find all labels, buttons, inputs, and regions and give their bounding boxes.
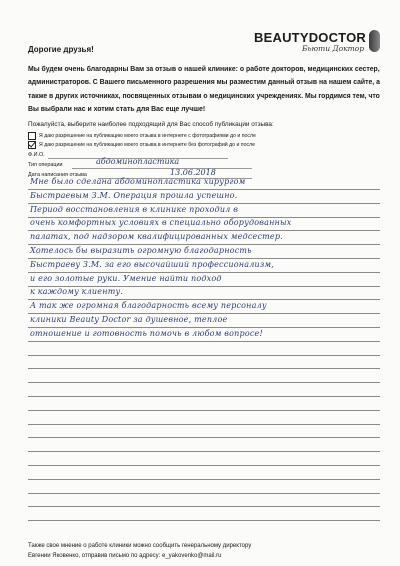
checkbox-without-photos[interactable]	[28, 141, 36, 149]
intro-line: Вы выбрали нас и хотим стать для Вас еще лучше!	[28, 106, 206, 114]
review-line: Хотелось бы выразить огромную благодарность	[30, 246, 252, 255]
consent-option-label: Я даю разрешение на публикацию моего отзыва в интернете с фотографиями до и после	[39, 133, 256, 139]
date-field-value[interactable]: 13.06.2018	[170, 168, 216, 177]
consent-title: Пожалуйста, выберите наиболее подходящий для Вас способ публикации отзыва:	[28, 121, 274, 128]
review-line: очень комфортных условиях в специально оборудованных	[30, 218, 292, 228]
consent-option-without-photos[interactable]	[28, 141, 255, 149]
logo-brand: BEAUTYDOCTOR	[254, 30, 366, 45]
consent-option-label: Я даю разрешение на публикацию моего отзыва в интернете без фотографий до и после	[39, 142, 256, 148]
ruled-line	[28, 341, 380, 342]
review-line: Период восстановления в клинике проходил в	[30, 204, 239, 214]
review-line: отношение и готовность помочь в любом вопросе!	[30, 328, 263, 338]
logo-subtitle: Бьюти Доктор	[301, 44, 364, 53]
ruled-line	[28, 479, 380, 480]
beautydoctor-logo	[254, 30, 380, 56]
review-line: Быстраеву З.М. за его высочайший профессионализм,	[30, 259, 274, 269]
ruled-line	[28, 424, 380, 425]
ruled-line	[28, 465, 380, 466]
operation-field-line	[72, 168, 252, 169]
name-field-label: Ф.И.О.	[28, 152, 45, 158]
greeting-heading: Дорогие друзья!	[28, 45, 94, 54]
ruled-line	[28, 506, 380, 507]
ruled-line	[28, 437, 380, 438]
ruled-line	[28, 451, 380, 452]
intro-line: также в других источниках, посвященных отзывам о медицинских учреждениях. Мы гордимся тем, что	[28, 92, 380, 100]
consent-option-with-photos[interactable]	[28, 132, 256, 140]
review-line: и его золотые руки. Умение найти подход	[30, 273, 222, 283]
ruled-line	[28, 396, 380, 397]
ruled-line	[28, 382, 380, 383]
footer-director-note: Также свое мнение о работе клиники можно сообщить генеральному директору	[28, 543, 252, 549]
operation-field-value[interactable]: абдоминопластика	[96, 157, 180, 166]
review-line: Быстраевым З.М. Операция прошла успешно.	[30, 190, 238, 200]
ruled-line	[28, 520, 380, 521]
intro-line: Мы будем очень благодарны Вам за отзыв о нашей клинике: о работе докторов, медицинских сестер,	[28, 66, 380, 73]
logo-mark-icon	[369, 30, 380, 52]
review-line: клиники Beauty Doctor за душевное, теплое	[30, 315, 228, 324]
review-line: А так же огромная благодарность всему персоналу	[30, 301, 267, 311]
date-field-label: Дата написания отзыва	[28, 172, 87, 178]
operation-field-label: Тип операции	[28, 162, 63, 168]
ruled-line	[28, 493, 380, 494]
review-line: к каждому клиенту.	[30, 287, 124, 297]
review-line: Мне было сделана абдоминопластика хирургом	[30, 177, 246, 186]
intro-paragraph	[28, 63, 380, 117]
ruled-line	[28, 368, 380, 369]
ruled-line	[28, 410, 380, 411]
footer-contact-email: Евгении Яковенко, отправив письмо по адресу: e_yakovenko@mail.ru	[28, 553, 222, 559]
ruled-line	[28, 355, 380, 356]
intro-line: администраторов. С Вашего письменного разрешения мы разместим данный отзыв на нашем сайте, а	[28, 79, 380, 87]
review-line: палатах, под надзором квалифицированных медсестер.	[30, 232, 283, 242]
